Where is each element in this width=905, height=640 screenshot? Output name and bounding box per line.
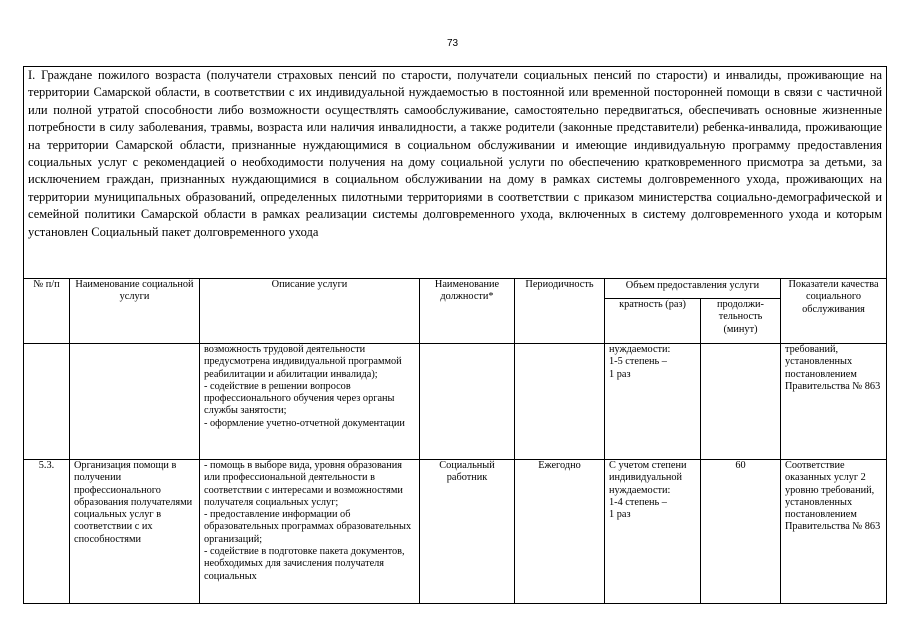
- cell-service-name: [70, 344, 200, 460]
- cell-position: [420, 344, 515, 460]
- cell-position: Социальный работник: [420, 460, 515, 604]
- cell-periodicity: Ежегодно: [515, 460, 605, 604]
- cell-num: [24, 344, 70, 460]
- cell-duration: 60: [701, 460, 781, 604]
- header-duration: продолжи-тельность (минут): [701, 299, 781, 344]
- header-multiplicity: кратность (раз): [605, 299, 701, 344]
- header-quality: Показатели качества социального обслуживания: [781, 279, 887, 344]
- cell-service-name: Организация помощи в получении профессионального образования получателями социальных услуг в соответствии с их способностями: [70, 460, 200, 604]
- cell-duration: [701, 344, 781, 460]
- services-table: [23, 66, 887, 604]
- cell-description: возможность трудовой деятельности предусмотрена индивидуальной программой реабилитации и абилитации инвалида); - содействие в решении вопросов профессионального обучения через органы службы занятости; - оформление учетно-отчетной документации: [200, 344, 420, 460]
- cell-quality: требований, установленных постановлением Правительства № 863: [781, 344, 887, 460]
- header-description: Описание услуги: [200, 279, 420, 344]
- header-volume: Объем предоставления услуги: [605, 279, 781, 299]
- cell-quality: Соответствие оказанных услуг 2 уровню требований, установленных постановлением Правительства № 863: [781, 460, 887, 604]
- cell-multiplicity: С учетом степени индивидуальной нуждаемости: 1-4 степень – 1 раз: [605, 460, 701, 604]
- header-num: № п/п: [24, 279, 70, 344]
- header-service-name: Наименование социальной услуги: [70, 279, 200, 344]
- cell-periodicity: [515, 344, 605, 460]
- cell-description: - помощь в выборе вида, уровня образования или профессиональной деятельности в соответствии с интересами и возможностями получателя социальных услуг; - предоставление информации об образовательных программах образовательных организаций; - содействие в подготовке пакета документов, необходимых для зачисления получателя социальных: [200, 460, 420, 604]
- header-periodicity: Периодичность: [515, 279, 605, 344]
- table-row: [24, 460, 887, 604]
- section-title: I. Граждане пожилого возраста (получатели страховых пенсий по старости, получатели социальных пенсий по старости) и инвалиды, проживающие на территории Самарской области, в соответствии с их индивидуальной нуждаемостью в постоянной или временной посторонней помощи в связи с частичной или полной утратой способности либо возможности осуществлять самообслуживание, самостоятельно передвигаться, обеспечивать основные жизненные потребности в силу заболевания, травмы, возраста или наличия инвалидности, а также родители (законные представители) ребенка-инвалида, проживающие на территории Самарской области, признанные нуждающимися в социальном обслуживании и имеющие индивидуальную программу предоставления социальных услуг с рекомендацией о необходимости получения на дому социальной услуги по обеспечению кратковременного присмотра за детьми, за исключением граждан, признанных нуждающимися в социальном обслуживании на дому в рамках системы долговременного ухода, проживающих на территории муниципальных образований, определенных пилотными территориями в соответствии с приказом министерства социально-демографической и семейной политики Самарской области в рамках реализации системы долговременного ухода, включенных в систему долговременного ухода и которым установлен Социальный пакет долговременного ухода: [24, 67, 887, 279]
- header-position: Наименование должности*: [420, 279, 515, 344]
- cell-multiplicity: нуждаемости: 1-5 степень – 1 раз: [605, 344, 701, 460]
- table-row: [24, 344, 887, 460]
- page-number: 73: [446, 38, 459, 49]
- table-header-row: [24, 279, 887, 299]
- cell-num: 5.3.: [24, 460, 70, 604]
